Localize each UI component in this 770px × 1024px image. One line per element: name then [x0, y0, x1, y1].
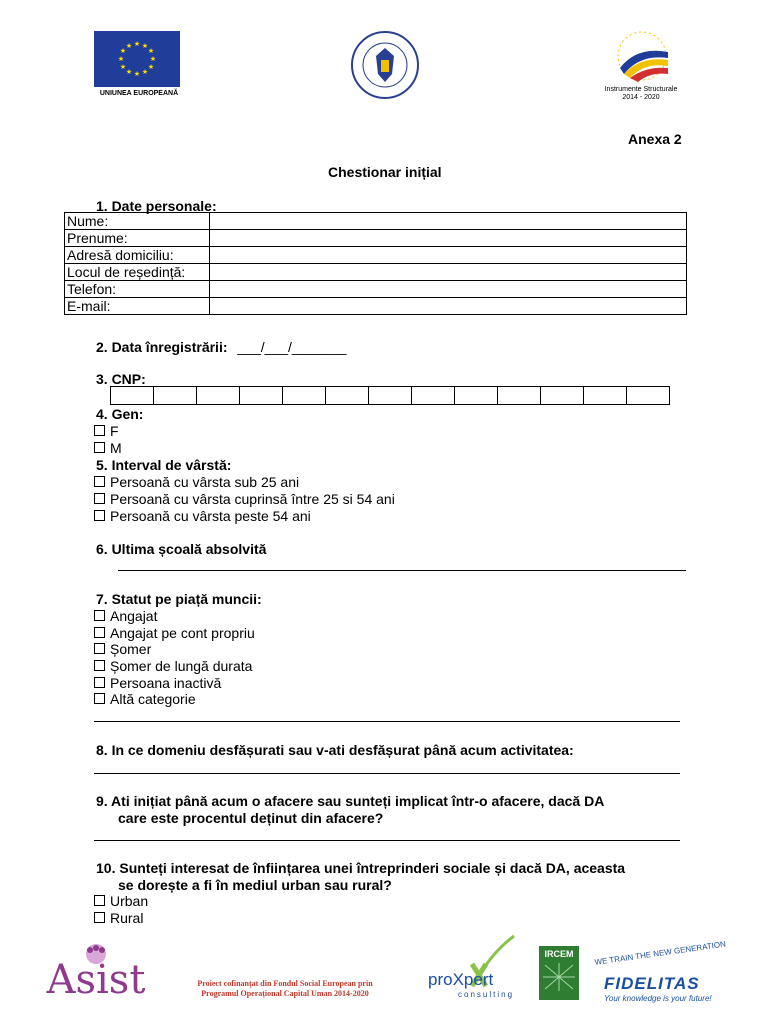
status-option[interactable] [94, 625, 255, 641]
structural-instruments-caption [600, 86, 682, 102]
status-option[interactable] [94, 691, 196, 707]
cnp-digit-box[interactable] [240, 387, 283, 405]
ircem-wordmark: IRCEM [544, 949, 574, 959]
checkbox-icon[interactable] [94, 510, 105, 521]
q10-heading-line1: 10. Sunteți interesat de înființarea unei întreprinderi sociale și dacă DA, aceasta [96, 860, 626, 876]
q9-heading-line2: care este procentul deținut din afacere? [118, 810, 384, 826]
answer-line[interactable] [94, 773, 680, 774]
svg-text:★: ★ [133, 70, 141, 78]
option-label: M [110, 440, 122, 456]
checkbox-icon[interactable] [94, 912, 105, 923]
cnp-digit-box[interactable] [197, 387, 240, 405]
answer-line[interactable] [118, 570, 686, 571]
q2-label: 2. Data înregistrării: [96, 339, 228, 355]
location-option-rural[interactable] [94, 910, 143, 926]
status-option[interactable] [94, 608, 157, 624]
checkbox-icon[interactable] [94, 476, 105, 487]
option-label: Persoană cu vârsta peste 54 ani [110, 508, 311, 524]
proxpert-subtitle: consulting [458, 990, 515, 999]
cnp-digit-box[interactable] [154, 387, 197, 405]
q1-heading: 1. Date personale: [96, 198, 217, 214]
cnp-digit-box[interactable] [584, 387, 627, 405]
age-option[interactable] [94, 491, 395, 507]
q9-heading-line1: 9. Ati inițiat până acum o afacere sau sunteți implicat într-o afacere, dacă DA [96, 793, 605, 809]
row-label: E-mail: [65, 298, 210, 315]
ircem-logo [539, 946, 579, 1000]
address-field[interactable] [210, 247, 687, 264]
checkbox-icon[interactable] [94, 627, 105, 638]
answer-line[interactable] [94, 721, 680, 722]
option-label: F [110, 423, 119, 439]
registration-date-blank[interactable]: ___/___/_______ [237, 339, 347, 355]
eu-caption: UNIUNEA EUROPEANĂ [99, 90, 179, 97]
government-seal-logo [350, 30, 420, 100]
proxpert-wordmark: proXpert [428, 970, 494, 989]
gender-option-f[interactable] [94, 423, 119, 439]
cnp-digit-box[interactable] [111, 387, 154, 405]
cnp-grid[interactable] [110, 386, 670, 405]
checkbox-icon[interactable] [94, 442, 105, 453]
cnp-digit-box[interactable] [283, 387, 326, 405]
asist-logo [40, 940, 152, 1004]
age-option[interactable] [94, 508, 311, 524]
status-option[interactable] [94, 658, 252, 674]
option-label: Urban [110, 893, 149, 909]
q5-heading: 5. Interval de vârstă: [96, 457, 232, 473]
svg-text:★: ★ [119, 63, 127, 71]
eu-flag-logo [94, 31, 180, 87]
status-option[interactable] [94, 641, 151, 657]
cofinancing-note [180, 979, 390, 999]
location-option-urban[interactable] [94, 893, 148, 909]
table-row [65, 264, 687, 281]
svg-text:★: ★ [147, 47, 155, 55]
is-caption-line1: Instrumente Structurale [604, 86, 678, 93]
cnp-digit-box[interactable] [455, 387, 498, 405]
option-label: Rural [110, 910, 144, 926]
name-field[interactable] [210, 213, 687, 230]
svg-text:★: ★ [125, 42, 133, 50]
checkbox-icon[interactable] [94, 693, 105, 704]
table-row [65, 281, 687, 298]
status-option[interactable] [94, 675, 221, 691]
q6-heading: 6. Ultima școală absolvită [96, 541, 267, 557]
fidelitas-tagline: Your knowledge is your future! [604, 994, 712, 1003]
q4-heading: 4. Gen: [96, 406, 144, 422]
table-row [65, 247, 687, 264]
q8-heading: 8. In ce domeniu desfășurati sau v-ati desfășurat până acum activitatea: [96, 742, 574, 758]
fidelitas-arc-text: WE TRAIN THE NEW GENERATION [594, 939, 727, 967]
q2-heading [96, 339, 346, 355]
page-title: Chestionar inițial [328, 164, 442, 180]
svg-text:★: ★ [149, 55, 157, 63]
svg-text:★: ★ [125, 68, 133, 76]
age-option[interactable] [94, 474, 299, 490]
asist-wordmark: Asist [46, 957, 146, 1003]
option-label: Angajat pe cont propriu [110, 625, 255, 641]
checkbox-icon[interactable] [94, 610, 105, 621]
svg-text:★: ★ [119, 47, 127, 55]
cofinancing-note-line1: Proiect cofinanțat din Fondul Social European prin [197, 979, 373, 988]
checkbox-icon[interactable] [94, 493, 105, 504]
surname-field[interactable] [210, 230, 687, 247]
table-row [65, 213, 687, 230]
row-label: Telefon: [65, 281, 210, 298]
email-field[interactable] [210, 298, 687, 315]
cnp-digit-box[interactable] [412, 387, 455, 405]
checkbox-icon[interactable] [94, 425, 105, 436]
table-row [65, 230, 687, 247]
checkbox-icon[interactable] [94, 643, 105, 654]
cnp-digit-box[interactable] [326, 387, 369, 405]
row-label: Adresă domiciliu: [65, 247, 210, 264]
cnp-digit-box[interactable] [498, 387, 541, 405]
option-label: Șomer de lungă durata [110, 658, 253, 674]
personal-data-table [64, 212, 687, 315]
option-label: Altă categorie [110, 691, 196, 707]
cnp-digit-box[interactable] [541, 387, 584, 405]
answer-line[interactable] [94, 840, 680, 841]
svg-text:★: ★ [141, 68, 149, 76]
option-label: Persoana inactivă [110, 675, 222, 691]
cnp-digit-box[interactable] [627, 387, 670, 405]
fidelitas-wordmark: FIDELITAS [604, 974, 700, 993]
option-label: Șomer [110, 641, 152, 657]
cnp-digit-box[interactable] [369, 387, 412, 405]
checkbox-icon[interactable] [94, 895, 105, 906]
structural-instruments-logo [602, 28, 680, 84]
q10-heading-line2: se dorește a fi în mediul urban sau rural? [118, 877, 392, 893]
is-caption-line2: 2014 - 2020 [622, 94, 660, 101]
row-label: Nume: [65, 213, 210, 230]
cofinancing-note-line2: Programul Operațional Capital Uman 2014-2020 [201, 989, 369, 998]
residence-field[interactable] [210, 264, 687, 281]
table-row [65, 298, 687, 315]
svg-text:★: ★ [133, 40, 141, 48]
phone-field[interactable] [210, 281, 687, 298]
q3-heading: 3. CNP: [96, 371, 146, 387]
gender-option-m[interactable] [94, 440, 122, 456]
svg-text:★: ★ [147, 63, 155, 71]
checkbox-icon[interactable] [94, 677, 105, 688]
checkbox-icon[interactable] [94, 660, 105, 671]
annex-label: Anexa 2 [628, 131, 682, 147]
svg-text:★: ★ [141, 42, 149, 50]
fidelitas-logo [592, 939, 736, 1004]
row-label: Prenume: [65, 230, 210, 247]
row-label: Locul de reședință: [65, 264, 210, 281]
svg-text:★: ★ [117, 55, 125, 63]
q7-heading: 7. Statut pe piață muncii: [96, 591, 262, 607]
option-label: Persoană cu vârsta sub 25 ani [110, 474, 300, 490]
proxpert-logo [428, 934, 520, 1002]
option-label: Persoană cu vârsta cuprinsă între 25 si 54 ani [110, 491, 395, 507]
option-label: Angajat [110, 608, 158, 624]
